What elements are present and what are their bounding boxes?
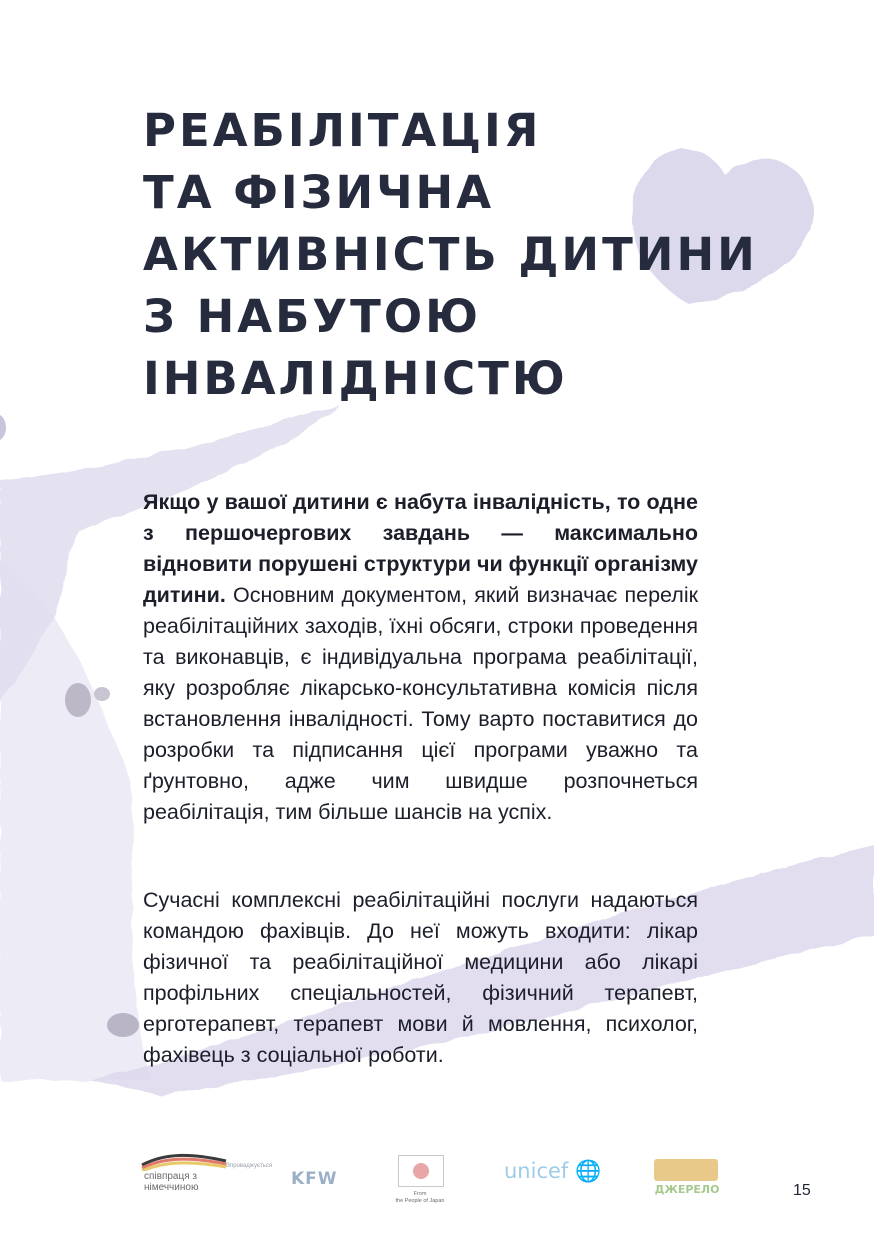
unicef-label: unicef <box>504 1159 569 1183</box>
footer-logos <box>0 1145 874 1215</box>
brush-stroke-middle <box>0 560 150 1080</box>
giz-line: німеччиною <box>144 1182 199 1193</box>
title-line: АКТИВНІСТЬ ДИТИНИ <box>143 228 758 281</box>
unicef-logo <box>504 1159 601 1184</box>
dzherelo-emblem-icon <box>654 1159 718 1181</box>
japan-text-line: From <box>413 1191 427 1197</box>
japan-text-line: the People of Japan <box>395 1198 445 1204</box>
paragraph-team: Сучасні комплексні реабілітаційні послуги надаються командою фахівців. До неї можуть входити: лікар фізичної та реабілітаційної медицини або лікарі профільних спеціальностей, фізичний терапевт, ерготерапевт, терапевт мови й мовлення, психолог, фахівець з соціальної роботи. <box>143 888 698 1067</box>
title-line: РЕАБІЛІТАЦІЯ <box>143 104 542 157</box>
dzherelo-logo <box>654 1159 720 1199</box>
implemented-by-label: Впроваджується <box>226 1163 273 1169</box>
flag-wave-icon <box>140 1151 230 1171</box>
pebble-small <box>94 687 110 701</box>
paragraph-body: Основним документом, який визначає перелік реабілітаційних заходів, їхні обсяги, строки проведення та виконавців, є індивідуальна програма реабілітації, яку розробляє лікарсько-консультативна комісія після встановлення інвалідності. Тому варто поставитися до розробки та підписання цієї програми уважно та ґрунтовно, адже чим швидше розпочнеться реабілітація, тим більше шансів на успіх. <box>143 583 698 824</box>
paragraph-lead: Якщо у вашої дитини є набута інвалідність, то одне з першочергових завдань — максимально відновити порушені структури чи функції організму дитини. <box>143 490 698 607</box>
giz-line: співпраця з <box>144 1171 197 1182</box>
title-line: ІНВАЛІДНІСТЮ <box>143 352 568 405</box>
germany-cooperation-logo <box>140 1151 230 1203</box>
title-line: ТА ФІЗИЧНА <box>143 166 495 219</box>
globe-icon: 🌐 <box>568 1159 602 1183</box>
paragraph-intro <box>143 487 698 828</box>
japan-logo <box>392 1155 448 1215</box>
kfw-logo: KFW <box>291 1169 338 1189</box>
page-number: 15 <box>793 1182 811 1199</box>
title-line: З НАБУТОЮ <box>143 290 481 343</box>
pebble-bottom <box>107 1013 139 1037</box>
pebble-large <box>65 683 91 717</box>
page-title <box>143 100 758 410</box>
dzherelo-label: ДЖЕРЕЛО <box>654 1183 720 1196</box>
brush-stroke-left-edge <box>0 415 6 440</box>
japan-flag-icon <box>398 1155 444 1187</box>
